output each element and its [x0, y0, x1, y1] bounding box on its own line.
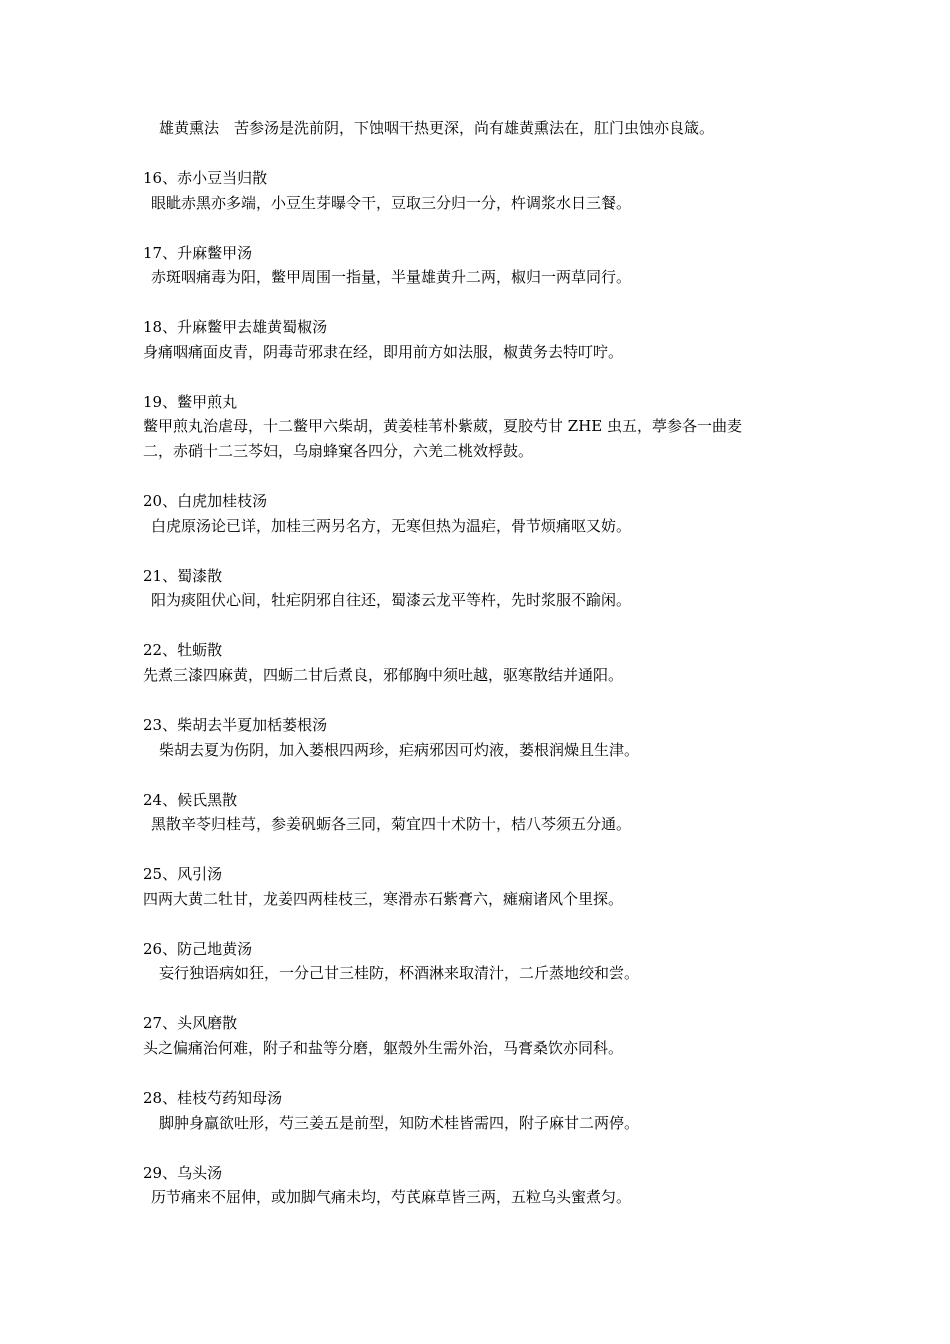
entry-verse: 白虎原汤论已详，加桂三两另名方，无寒但热为温疟，骨节烦痛呕又妨。 — [151, 517, 632, 535]
intro-text: 雄黄熏法 苦参汤是洗前阴，下蚀咽干热更深，尚有雄黄熏法在，肛门虫蚀亦良箴。 — [159, 119, 715, 137]
entry-heading: 19、鳖甲煎丸 — [143, 393, 238, 411]
entry-heading: 21、蜀漆散 — [143, 567, 223, 585]
entry-heading: 26、防己地黄汤 — [143, 940, 253, 958]
entry-heading: 24、候氏黑散 — [143, 791, 238, 809]
entry-verse: 鳖甲煎丸治虐母，十二鳖甲六柴胡，黄姜桂苇朴紫葳，夏胶芍甘 ZHE 虫五，葶参各一曲麦 — [143, 417, 742, 435]
entry-verse: 二，赤硝十二三芩妇，乌扇蜂窠各四分，六羌二桃效桴鼓。 — [143, 442, 534, 460]
entry-heading: 25、风引汤 — [143, 865, 223, 883]
entry-verse: 赤斑咽痛毒为阳，鳖甲周围一指量，半量雄黄升二两，椒归一两草同行。 — [151, 268, 632, 286]
entry-verse: 眼眦赤黑亦多端，小豆生芽曝令干，豆取三分归一分，杵调浆水日三餐。 — [151, 194, 632, 212]
entry-verse: 阳为痰阻伏心间，牡疟阴邪自往还，蜀漆云龙平等杵，先时浆服不踰闲。 — [151, 591, 632, 609]
entry-verse: 妄行独语病如狂，一分己甘三桂防，杯酒淋来取清汁，二斤蒸地绞和尝。 — [159, 964, 640, 982]
entry-heading: 27、头风磨散 — [143, 1014, 238, 1032]
entry-verse: 四两大黄二牡甘，龙姜四两桂枝三，寒滑赤石紫膏六，瘫痫诸风个里探。 — [143, 890, 624, 908]
entry-verse: 头之偏痛治何难，附子和盐等分磨，躯殼外生需外治，马膏桑饮亦同科。 — [143, 1039, 624, 1057]
entry-heading: 17、升麻鳖甲汤 — [143, 244, 253, 262]
entry-heading: 28、桂枝芍药知母汤 — [143, 1089, 283, 1107]
entry-heading: 23、柴胡去半夏加栝蒌根汤 — [143, 716, 328, 734]
entry-heading: 20、白虎加桂枝汤 — [143, 492, 268, 510]
entry-verse: 先煮三漆四麻黄，四蛎二甘后煮良，邪郁胸中须吐越，驱寒散结并通阳。 — [143, 666, 624, 684]
entry-verse: 身痛咽痛面皮青，阴毒苛邪隶在经，即用前方如法服，椒黄务去特叮咛。 — [143, 343, 624, 361]
entry-verse: 历节痛来不屈伸，或加脚气痛未均，芍芪麻草皆三两，五粒乌头蜜煮匀。 — [151, 1188, 632, 1206]
entry-heading: 16、赤小豆当归散 — [143, 169, 268, 187]
entry-verse: 柴胡去夏为伤阴，加入蒌根四两珍，疟病邪因可灼液，蒌根润燥且生津。 — [159, 741, 640, 759]
entry-heading: 18、升麻鳖甲去雄黄蜀椒汤 — [143, 318, 328, 336]
entry-verse: 脚肿身羸欲吐形，芍三姜五是前型，知防术桂皆需四，附子麻甘二两停。 — [159, 1114, 640, 1132]
entry-verse: 黑散辛苓归桂芎，参姜矾蛎各三同，菊宜四十术防十，桔八芩须五分通。 — [151, 815, 632, 833]
entry-heading: 29、乌头汤 — [143, 1164, 223, 1182]
entry-heading: 22、牡蛎散 — [143, 641, 223, 659]
